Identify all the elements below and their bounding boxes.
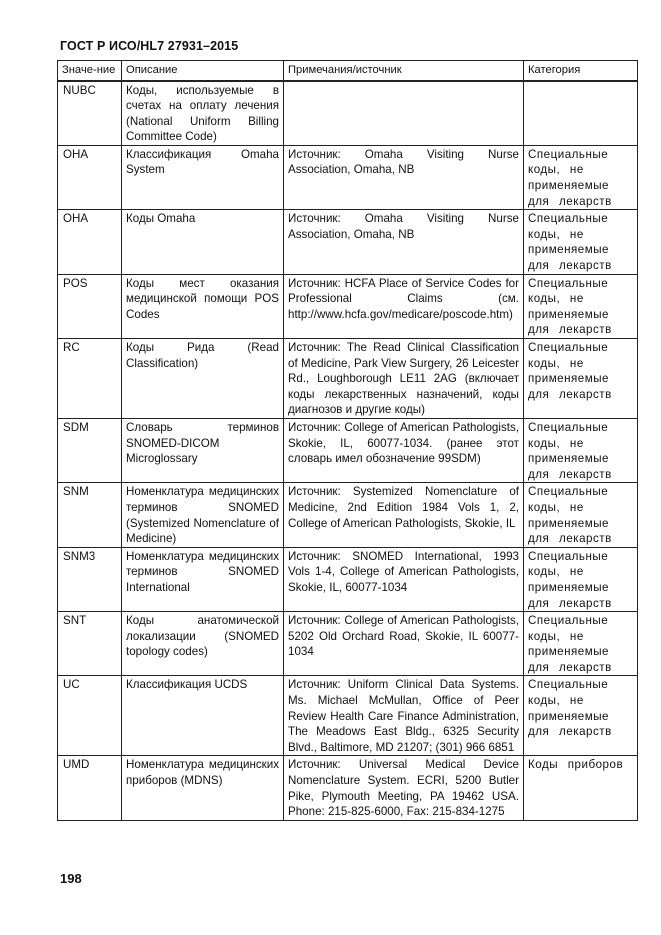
row-note: Источник: Omaha Visiting Nurse Association, Omaha, NB (284, 145, 524, 209)
table-row (58, 676, 638, 756)
row-code: NUBC (58, 81, 122, 146)
row-description: Классификация UCDS (122, 676, 284, 756)
row-code: SNM3 (58, 547, 122, 611)
row-category (524, 612, 638, 676)
row-note: Источник: Omaha Visiting Nurse Association, Omaha, NB (284, 210, 524, 274)
row-description: Коды, используемые в счетах на оплату лечения (National Uniform Billing Committee Code) (122, 81, 284, 146)
row-note: Источник: Universal Medical Device Nomenclature System. ECRI, 5200 Butler Pike, Plymouth Meeting, PA 19462 USA. Phone: 215-825-6000, Fax: 215-834-1275 (284, 756, 524, 820)
row-description: Коды анатомической локализации (SNOMED topology codes) (122, 612, 284, 676)
table-row (58, 145, 638, 209)
row-category-text: Специальные коды, не применяемые для лекарств (528, 341, 612, 401)
row-category (524, 274, 638, 338)
row-description: Номенклатура медицинских терминов SNOMED International (122, 547, 284, 611)
column-header-category: Категория (524, 61, 638, 81)
row-category-text: Специальные коды, не применяемые для лекарств (528, 147, 612, 208)
row-note: Источник: HCFA Place of Service Codes for Professional Claims (см. http://www.hcfa.gov/medicare/poscode.htm) (284, 274, 524, 338)
table-header-row (58, 61, 638, 81)
row-note: Источник: The Read Clinical Classification of Medicine, Park View Surgery, 26 Leicester Rd., Loughborough LE11 2AG (включает коды лекарственных назначений, коды диагнозов и другие коды) (284, 339, 524, 419)
table-row (58, 274, 638, 338)
column-header-value: Значе-ние (58, 61, 122, 81)
table-row (58, 339, 638, 419)
row-code: OHA (58, 145, 122, 209)
row-category-text: Коды приборов (528, 758, 624, 772)
table-row (58, 612, 638, 676)
row-description: Номенклатура медицинских приборов (MDNS) (122, 756, 284, 820)
row-category-text: Специальные коды, не применяемые для лекарств (528, 678, 612, 739)
row-description: Номенклатура медицинских терминов SNOMED (Systemized Nomenclature of Medicine) (122, 483, 284, 547)
row-code: SDM (58, 418, 122, 482)
row-code: POS (58, 274, 122, 338)
row-code: RC (58, 339, 122, 419)
row-category (524, 418, 638, 482)
row-note: Источник: Systemized Nomenclature of Medicine, 2nd Edition 1984 Vols 1, 2, College of American Pathologists, Skokie, IL (284, 483, 524, 547)
table-row (58, 547, 638, 611)
row-category (524, 756, 638, 820)
row-note: Источник: Uniform Clinical Data Systems. Ms. Michael McMullan, Office of Peer Review Health Care Finance Administration, The Meadows East Bldg., 6325 Security Blvd., Baltimore, MD 21207; (301) 966 6851 (284, 676, 524, 756)
row-description: Коды мест оказания медицинской помощи POS Codes (122, 274, 284, 338)
page-number: 198 (60, 871, 82, 886)
row-description: Классификация Omaha System (122, 145, 284, 209)
row-note: Источник: College of American Pathologists, Skokie, IL, 60077-1034. (ранее этот словарь имел обозначение 99SDM) (284, 418, 524, 482)
row-category (524, 547, 638, 611)
table-row (58, 756, 638, 820)
document-header: ГОСТ Р ИСО/HL7 27931–2015 (60, 39, 239, 53)
table-row (58, 210, 638, 274)
row-category (524, 210, 638, 274)
row-category (524, 676, 638, 756)
row-category-text: Специальные коды, не применяемые для лекарств (528, 549, 612, 610)
row-description: Словарь терминов SNOMED-DICOM Microglossary (122, 418, 284, 482)
codes-table (57, 60, 638, 821)
row-category-text: Специальные коды, не применяемые для лекарств (528, 276, 612, 337)
row-category-text: Специальные коды, не применяемые для лекарств (528, 485, 612, 546)
column-header-note: Примечания/источник (284, 61, 524, 81)
row-description: Коды Рида (Read Classification) (122, 339, 284, 419)
row-code: UMD (58, 756, 122, 820)
row-category (524, 145, 638, 209)
table-row (58, 418, 638, 482)
row-category (524, 339, 638, 419)
row-code: OHA (58, 210, 122, 274)
row-code: UC (58, 676, 122, 756)
row-note: Источник: College of American Pathologists, 5202 Old Orchard Road, Skokie, IL 60077-1034 (284, 612, 524, 676)
row-category-text: Специальные коды, не применяемые для лекарств (528, 614, 612, 674)
row-code: SNT (58, 612, 122, 676)
row-note: Источник: SNOMED International, 1993 Vols 1-4, College of American Pathologists, Skokie, IL, 60077-1034 (284, 547, 524, 611)
row-category (524, 483, 638, 547)
row-note (284, 81, 524, 146)
table-row (58, 483, 638, 547)
row-category-text: Специальные коды, не применяемые для лекарств (528, 212, 612, 273)
column-header-description: Описание (122, 61, 284, 81)
row-code: SNM (58, 483, 122, 547)
row-category (524, 81, 638, 146)
table-row (58, 81, 638, 146)
row-category-text: Специальные коды, не применяемые для лекарств (528, 420, 612, 481)
row-description: Коды Omaha (122, 210, 284, 274)
